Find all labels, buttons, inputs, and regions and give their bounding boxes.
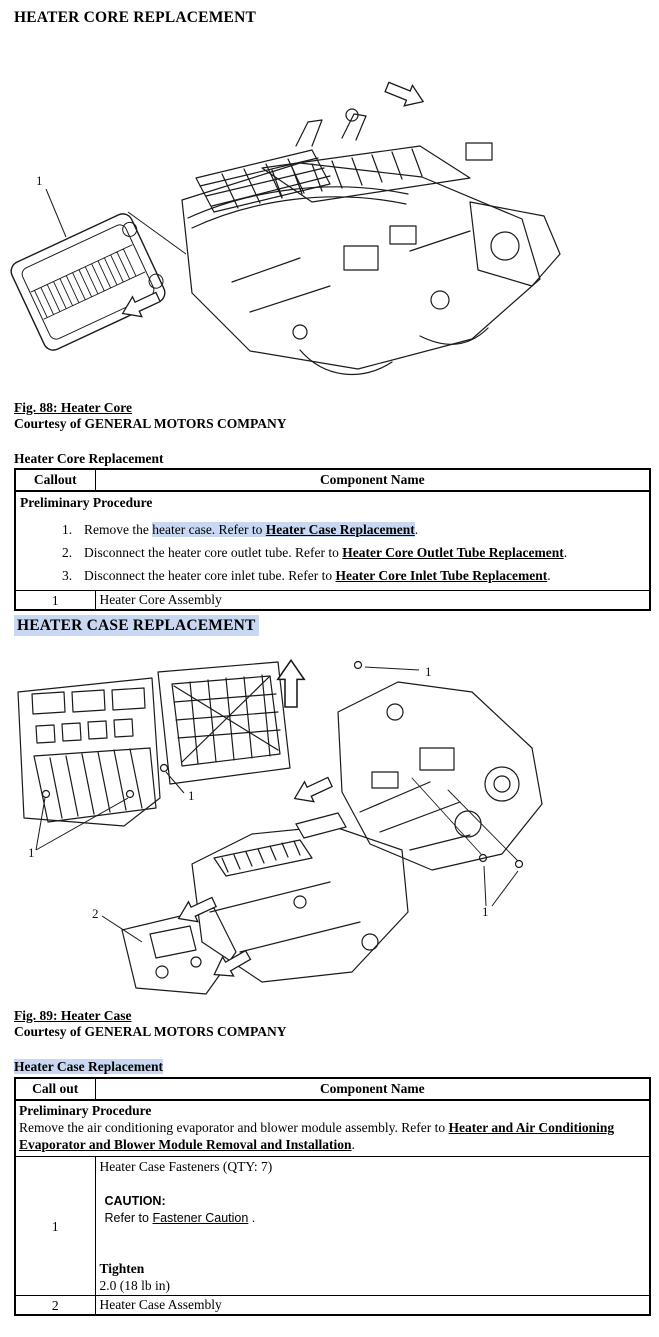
caution-label: CAUTION: xyxy=(104,1194,166,1208)
heater-core-section-title: HEATER CORE REPLACEMENT xyxy=(14,9,257,26)
fig88-courtesy: Courtesy of GENERAL MOTORS COMPANY xyxy=(14,416,287,431)
callout-1-label: 1 xyxy=(28,845,35,860)
caution-period: . xyxy=(248,1211,256,1225)
table-row xyxy=(15,1296,650,1316)
preliminary-procedure-text xyxy=(19,1119,646,1153)
heater-case-table-caption-text: Heater Case Replacement xyxy=(14,1059,163,1074)
fig89-courtesy: Courtesy of GENERAL MOTORS COMPANY xyxy=(14,1024,287,1039)
down-left-arrow-icon xyxy=(290,772,335,808)
callout-1-label: 1 xyxy=(425,664,432,679)
preliminary-procedure-row xyxy=(15,491,650,591)
component-name-cell: Heater Core Assembly xyxy=(95,591,650,611)
heater-case-table xyxy=(14,1077,651,1316)
callout-1-label: 1 xyxy=(188,788,195,803)
table-row xyxy=(15,591,650,611)
heater-case-views-art xyxy=(18,662,542,995)
evaporator-blower-module-link[interactable]: Heater and Air Conditioning Evaporator and Blower Module Removal and Installation xyxy=(19,1120,615,1152)
filter-grille-art xyxy=(158,662,290,784)
table-header-row xyxy=(15,1078,650,1100)
fig89-drawing xyxy=(0,650,659,1005)
fig89-caption-block xyxy=(14,1008,287,1040)
heater-core-outlet-tube-replacement-link[interactable]: Heater Core Outlet Tube Replacement xyxy=(342,545,564,560)
heater-case-section-title-text: HEATER CASE REPLACEMENT xyxy=(14,615,259,636)
heater-core-table xyxy=(14,468,651,611)
step-period: . xyxy=(563,545,568,560)
step-period: . xyxy=(547,568,551,583)
step-number: 3. xyxy=(62,568,73,583)
fig88-callout-1 xyxy=(36,173,66,237)
heater-case-front-view-art xyxy=(18,678,168,826)
hvac-module-art xyxy=(192,826,408,982)
fastener-caution-link[interactable]: Fastener Caution xyxy=(152,1211,249,1225)
removed-panel-art xyxy=(296,813,346,838)
step-number: 2. xyxy=(62,545,73,560)
step-text: Remove the xyxy=(84,522,153,537)
preliminary-procedure-title: Preliminary Procedure xyxy=(19,1103,152,1118)
callout-column-header: Call out xyxy=(15,1078,95,1100)
tighten-label: Tighten xyxy=(99,1261,145,1276)
preliminary-period: . xyxy=(351,1137,355,1152)
callout-number-cell: 2 xyxy=(15,1296,95,1316)
fig88-drawing xyxy=(0,55,659,395)
step-number: 1. xyxy=(62,522,73,537)
heater-core-inlet-tube-replacement-link[interactable]: Heater Core Inlet Tube Replacement xyxy=(335,568,548,583)
removal-direction-arrow-icon xyxy=(383,77,427,112)
heater-case-assembly-art xyxy=(122,908,236,994)
fig89-caption-link[interactable]: Fig. 89: Heater Case xyxy=(14,1008,132,1023)
caution-text xyxy=(105,1210,646,1226)
preliminary-procedure-row xyxy=(15,1100,650,1157)
heater-case-replacement-link[interactable]: Heater Case Replacement xyxy=(265,522,415,537)
fig88-caption-link[interactable]: Fig. 88: Heater Core xyxy=(14,400,132,415)
tighten-value: 2.0 (18 lb in) xyxy=(99,1278,170,1293)
caution-refer-text: Refer to xyxy=(104,1211,153,1225)
component-column-header: Component Name xyxy=(95,1078,650,1100)
heater-core-art xyxy=(8,209,171,353)
table-row xyxy=(15,1157,650,1296)
hvac-assembly-art xyxy=(182,109,560,375)
callout-2-label: 2 xyxy=(92,906,99,921)
fig88-caption-block xyxy=(14,400,287,432)
heater-core-table-caption: Heater Core Replacement xyxy=(14,451,164,466)
callout-1-label: 1 xyxy=(36,173,43,188)
heater-case-table-caption xyxy=(14,1059,163,1075)
table-header-row xyxy=(15,469,650,491)
step-text: Disconnect the heater core outlet tube. Refer to xyxy=(84,545,343,560)
procedure-step-2 xyxy=(20,544,645,561)
component-name-cell: Heater Case Assembly xyxy=(95,1296,650,1316)
callout-column-header: Callout xyxy=(15,469,95,491)
step-text-highlighted: heater case. Refer to xyxy=(152,522,266,537)
procedure-step-1 xyxy=(20,521,645,538)
component-column-header: Component Name xyxy=(95,469,650,491)
component-name-cell xyxy=(95,1157,650,1296)
fastener-component-name: Heater Case Fasteners (QTY: 7) xyxy=(99,1159,273,1174)
procedure-step-3 xyxy=(20,567,645,584)
callout-number-cell: 1 xyxy=(15,1157,95,1296)
preliminary-text: Remove the air conditioning evaporator and blower module assembly. Refer to xyxy=(19,1120,449,1135)
callout-1-label: 1 xyxy=(482,904,489,919)
step-period: . xyxy=(414,522,419,537)
heater-case-section-title xyxy=(14,617,259,635)
preliminary-procedure-title: Preliminary Procedure xyxy=(20,495,153,510)
step-text: Disconnect the heater core inlet tube. Refer to xyxy=(84,568,336,583)
callout-number-cell: 1 xyxy=(15,591,95,611)
